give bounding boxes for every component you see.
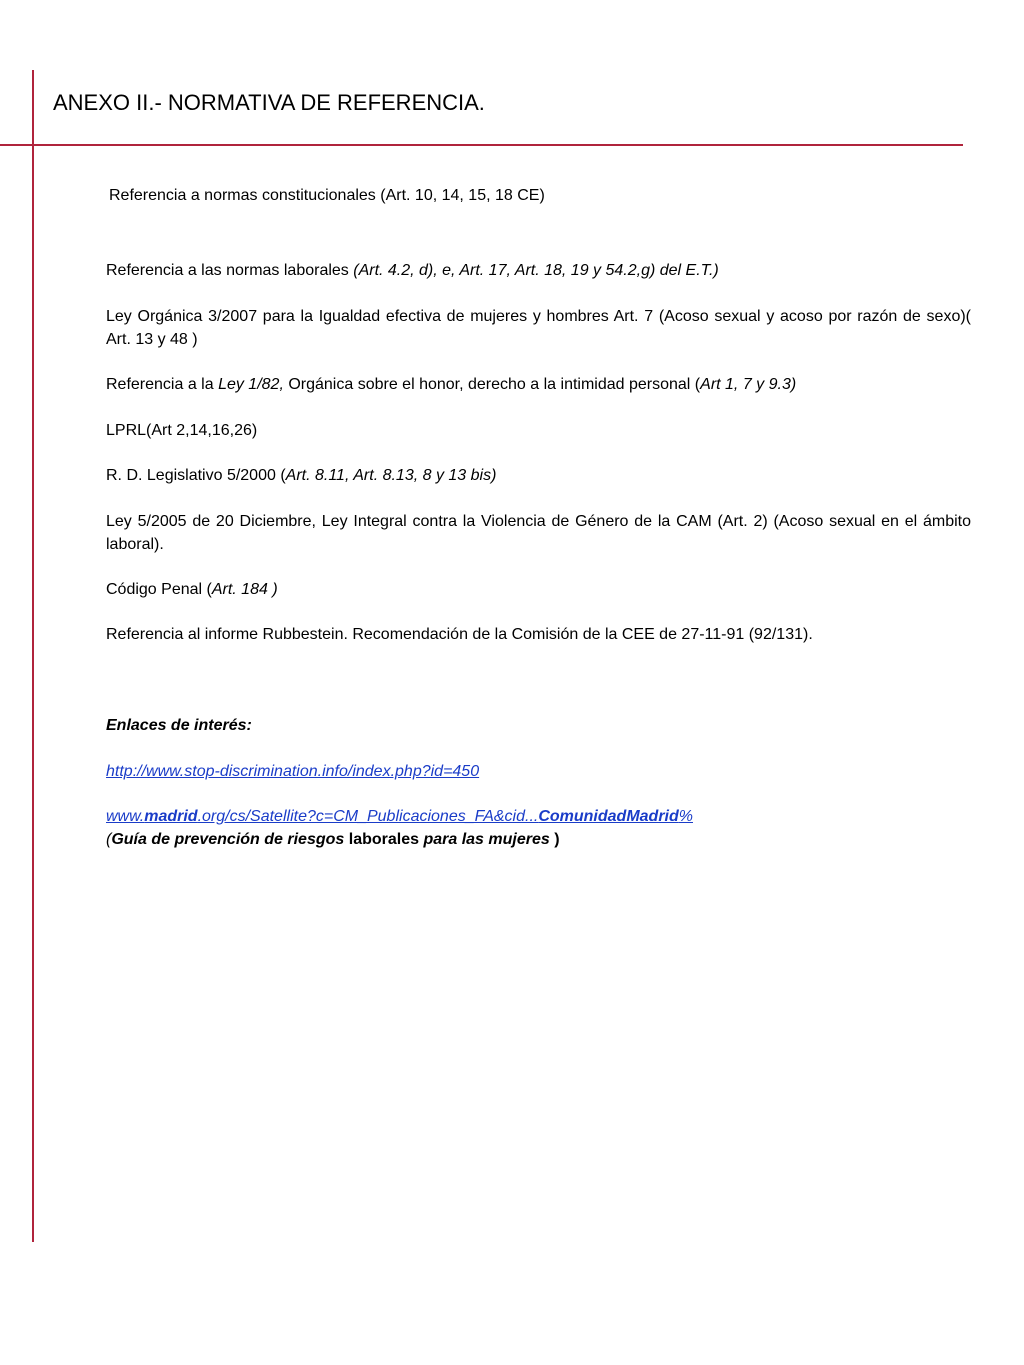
header-rule-horizontal <box>0 144 963 146</box>
paragraph-link-madrid <box>106 805 971 851</box>
paragraph-violence-law: Ley 5/2005 de 20 Diciembre, Ley Integral contra la Violencia de Género de la CAM (Art. 2) (Acoso sexual en el ámbito laboral). <box>106 513 971 553</box>
madrid-link-part4: ComunidadMadrid <box>538 808 679 825</box>
paragraph-link-stop-discrimination <box>106 760 971 783</box>
guide-open: ( <box>106 831 112 848</box>
paragraph-constitutional-norms: Referencia a normas constitucionales (Art. 10, 14, 15, 18 CE) <box>109 187 545 204</box>
paragraph-labor-norms <box>106 259 971 282</box>
honor-law-articles: Art 1, 7 y 9.3) <box>700 376 797 393</box>
page-title: ANEXO II.- NORMATIVA DE REFERENCIA. <box>53 90 485 115</box>
royal-decree-pre: R. D. Legislativo 5/2000 ( <box>106 467 286 484</box>
paragraph-rubbestein: Referencia al informe Rubbestein. Recomendación de la Comisión de la CEE de 27-11-91 (92/131). <box>106 626 813 643</box>
honor-law-pre: Referencia a la <box>106 376 219 393</box>
honor-law-name: Ley 1/82, <box>218 376 284 393</box>
paragraph-penal-code <box>106 578 971 601</box>
penal-code-articles: Art. 184 ) <box>211 581 278 598</box>
labor-norms-text: Referencia a las normas laborales <box>106 262 354 279</box>
madrid-link-part3: .org/cs/Satellite?c=CM_Publicaciones_FA&cid... <box>197 808 539 825</box>
honor-law-mid: Orgánica sobre el honor, derecho a la intimidad personal ( <box>283 376 701 393</box>
royal-decree-articles: Art. 8.11, Art. 8.13, 8 y 13 bis) <box>285 467 497 484</box>
paragraph-lprl: LPRL(Art 2,14,16,26) <box>106 422 258 439</box>
paragraph-honor-law <box>106 373 971 396</box>
paragraph-equality-law: Ley Orgánica 3/2007 para la Igualdad efectiva de mujeres y hombres Art. 7 (Acoso sexual y acoso por razón de sexo)( Art. 13 y 48 ) <box>106 308 971 348</box>
stop-discrimination-link[interactable]: http://www.stop-discrimination.info/index.php?id=450 <box>106 763 480 780</box>
guide-close: ) <box>549 831 560 848</box>
penal-code-pre: Código Penal ( <box>106 581 212 598</box>
madrid-link-part2: madrid <box>144 808 198 825</box>
madrid-link[interactable] <box>106 808 693 825</box>
guide-part3: para las mujeres <box>423 831 550 848</box>
margin-rule-vertical <box>32 70 34 1242</box>
madrid-link-part5: % <box>678 808 693 825</box>
links-heading: Enlaces de interés: <box>106 717 252 734</box>
guide-part2: laborales <box>344 831 424 848</box>
guide-part1: Guía de prevención de riesgos <box>111 831 345 848</box>
labor-norms-articles: (Art. 4.2, d), e, Art. 17, Art. 18, 19 y 54.2,g) del E.T.) <box>353 262 719 279</box>
paragraph-royal-decree <box>106 464 971 487</box>
madrid-link-part1: www. <box>106 808 145 825</box>
